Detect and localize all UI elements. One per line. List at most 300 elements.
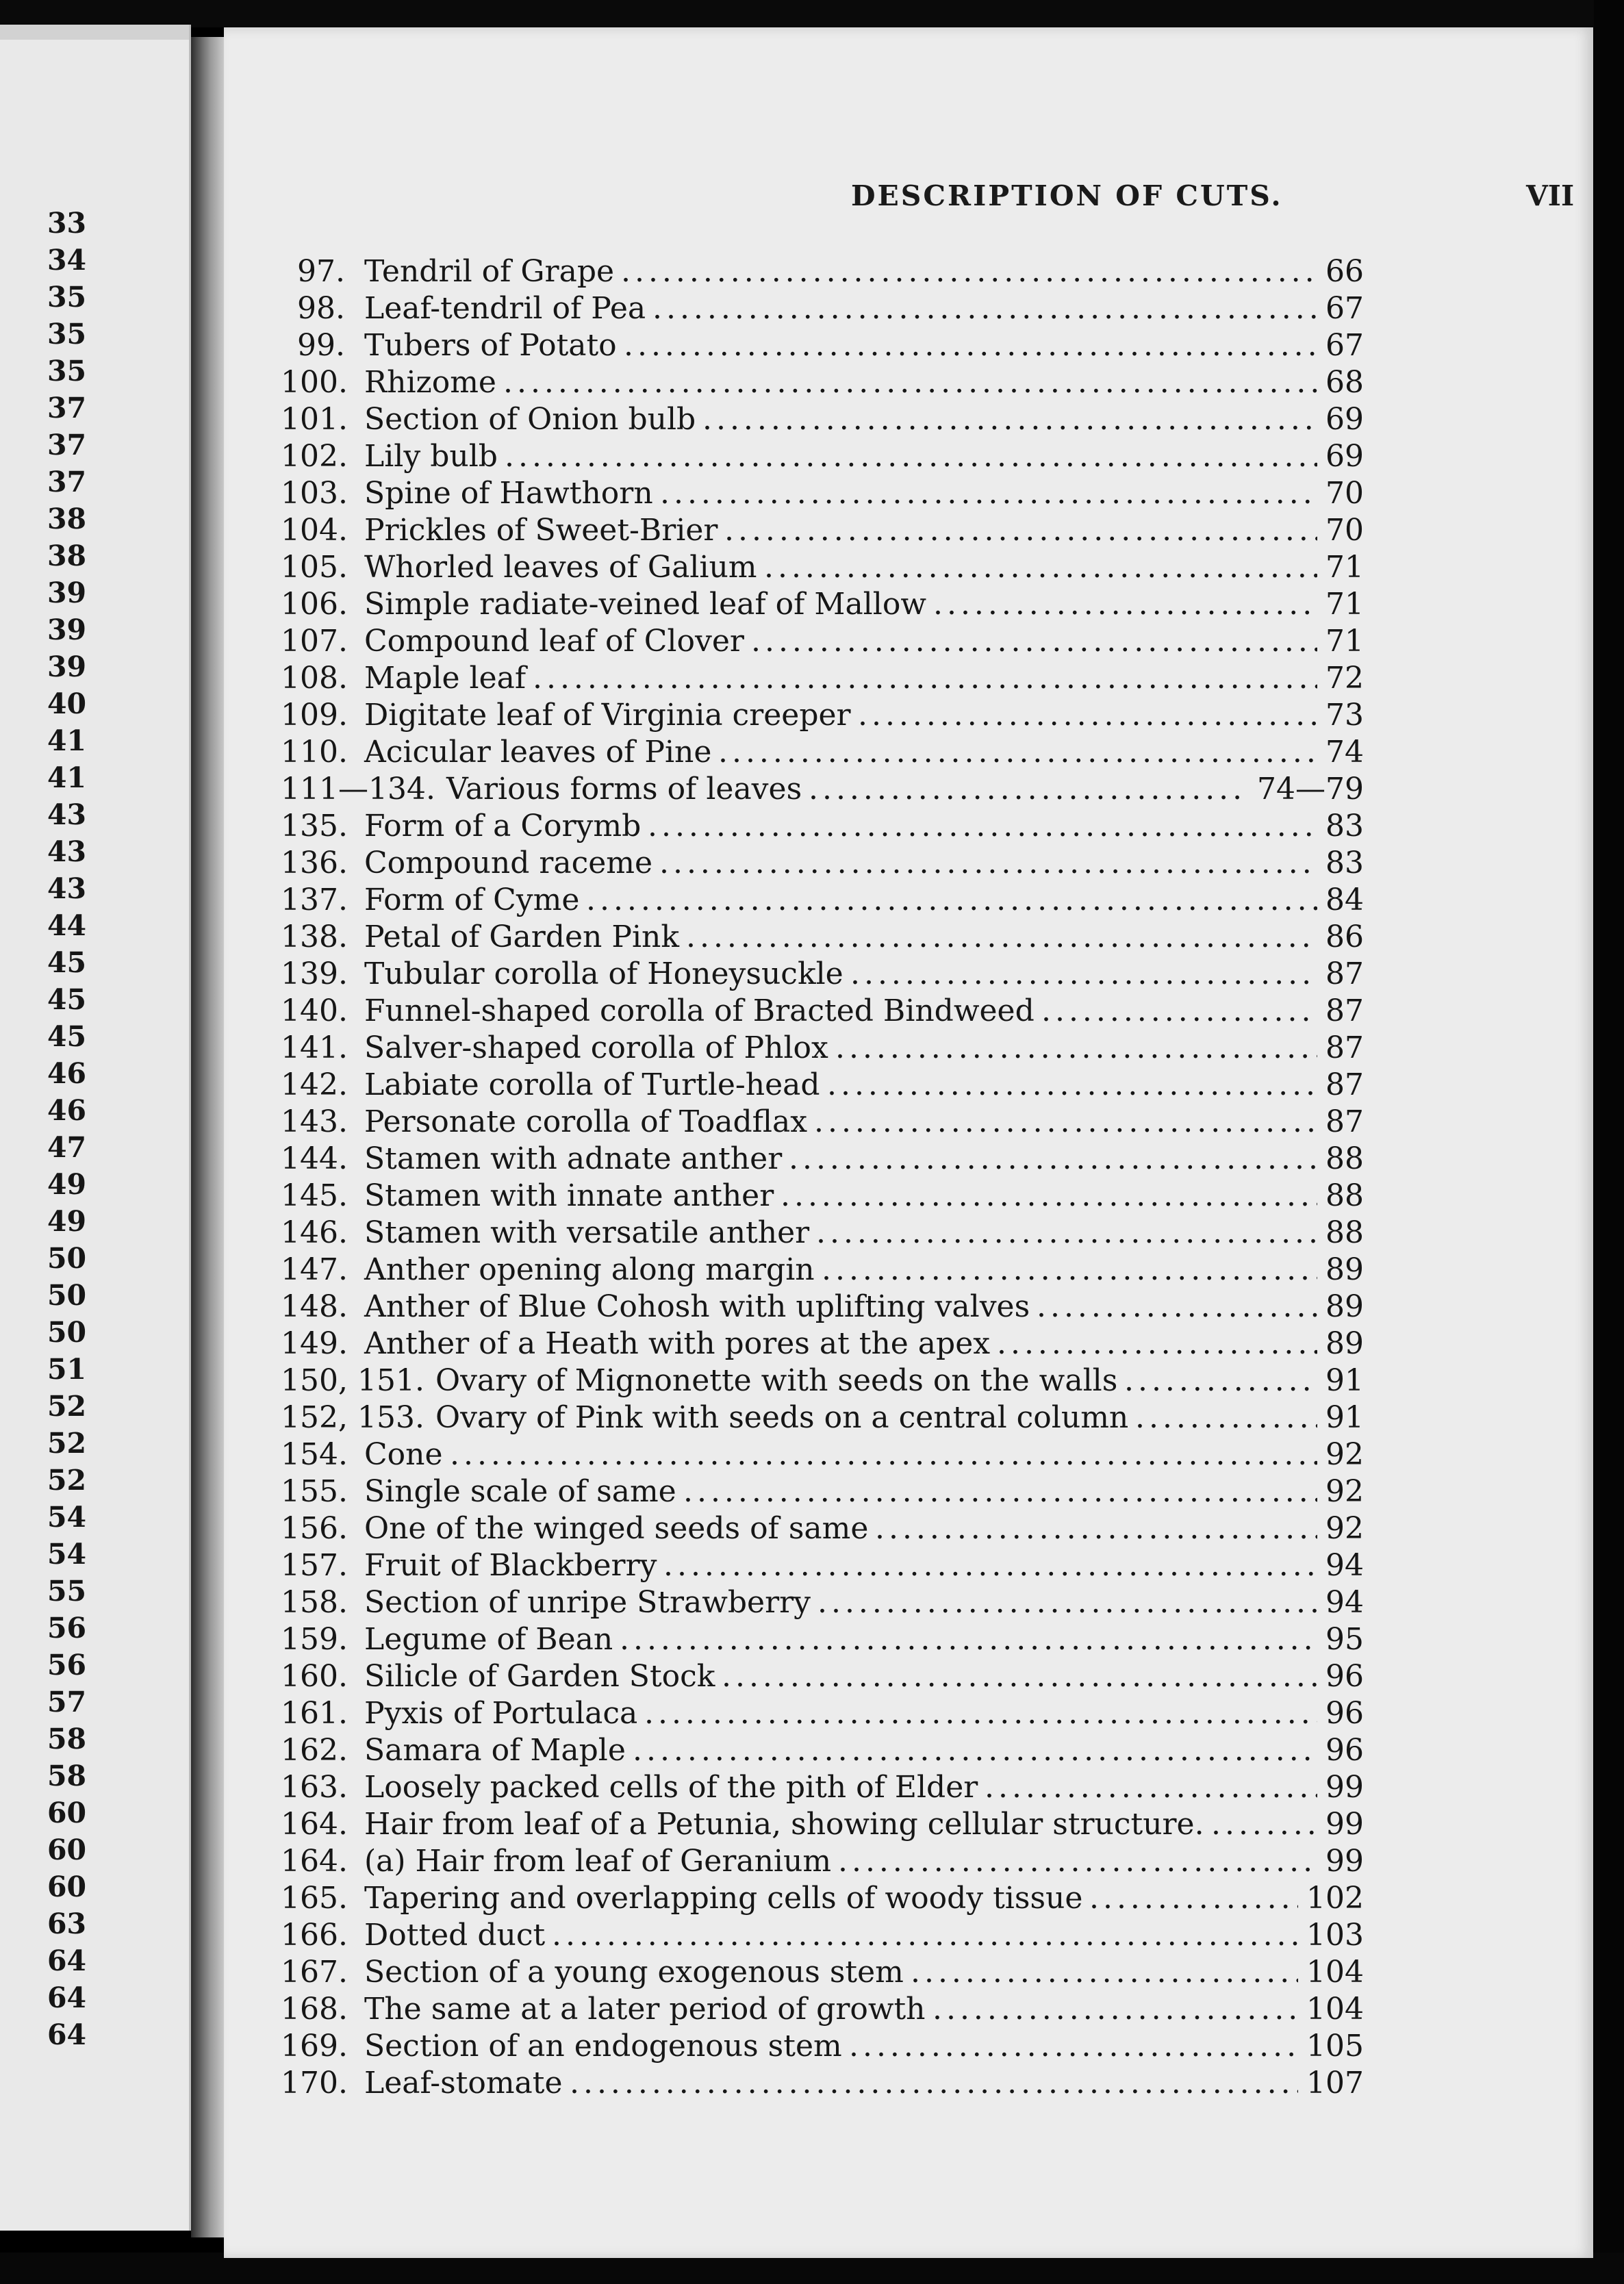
leader-dots [814, 1104, 1317, 1141]
cut-number: 99. [297, 328, 345, 363]
cut-number: 136. [281, 846, 348, 880]
cut-number: 144. [281, 1141, 348, 1176]
cut-number: 111—134. [281, 772, 435, 807]
cut-number: 135. [281, 809, 348, 843]
cut-description: Loosely packed cells of the pith of Elder [364, 1770, 978, 1805]
cut-description: (a) Hair from leaf of Geranium [364, 1844, 832, 1879]
cut-number: 107. [281, 624, 348, 659]
leader-dots [1041, 993, 1317, 1030]
cut-page-number: 104 [1306, 1992, 1364, 2027]
leader-dots [789, 1141, 1317, 1178]
leader-dots [817, 1584, 1317, 1621]
left-page-number: 43 [47, 835, 86, 868]
cut-page-number: 71 [1325, 587, 1364, 622]
cut-description: Ovary of Mignonette with seeds on the walls [435, 1363, 1118, 1398]
leader-dots [985, 1769, 1317, 1806]
book-gutter [191, 37, 224, 2237]
leader-dots [718, 734, 1317, 771]
cut-page-number: 86 [1325, 919, 1364, 954]
cut-number: 104. [281, 513, 348, 548]
cut-entry [224, 1067, 1593, 1104]
leader-dots [933, 586, 1317, 623]
cut-description: Various forms of leaves [446, 772, 802, 807]
left-page-number: 39 [47, 613, 86, 646]
cut-number: 154. [281, 1437, 348, 1472]
cut-page-number: 89 [1325, 1252, 1364, 1287]
cut-page-number: 94 [1325, 1585, 1364, 1620]
cut-page-number: 107 [1306, 2066, 1364, 2101]
cut-page-number: 74 [1325, 735, 1364, 770]
cut-page-number: 88 [1325, 1215, 1364, 1250]
leader-dots [850, 956, 1317, 993]
left-page-number: 58 [47, 1760, 86, 1792]
cut-number: 140. [281, 993, 348, 1028]
left-page-number: 35 [47, 318, 86, 351]
left-page-number: 60 [47, 1797, 86, 1829]
left-page-number: 43 [47, 798, 86, 831]
leader-dots [644, 1695, 1317, 1732]
cut-entry [224, 438, 1593, 475]
leader-dots [586, 882, 1317, 919]
cut-page-number: 87 [1325, 956, 1364, 991]
leader-dots [450, 1436, 1317, 1473]
left-page-number: 46 [47, 1094, 86, 1127]
cut-entry [224, 475, 1593, 512]
left-page-number: 60 [47, 1833, 86, 1866]
cut-number: 109. [281, 698, 348, 733]
leader-dots [702, 401, 1317, 438]
cut-page-number: 89 [1325, 1326, 1364, 1361]
left-page-number: 64 [47, 1981, 86, 2014]
cut-description: Pyxis of Portulaca [364, 1696, 638, 1731]
left-page-number: 60 [47, 1870, 86, 1903]
cut-number: 145. [281, 1178, 348, 1213]
cut-page-number: 73 [1325, 698, 1364, 733]
leader-dots [932, 1991, 1298, 2028]
cut-entry [224, 1732, 1593, 1769]
left-page-number: 52 [47, 1390, 86, 1423]
left-page-number: 56 [47, 1612, 86, 1645]
leader-dots [505, 438, 1317, 475]
cut-number: 166. [281, 1918, 348, 1953]
leader-dots [1135, 1399, 1317, 1436]
cut-entry [224, 882, 1593, 919]
left-page-number: 37 [47, 466, 86, 498]
leader-dots [911, 1954, 1298, 1991]
cut-entry [224, 586, 1593, 623]
cut-description: Ovary of Pink with seeds on a central column [435, 1400, 1129, 1435]
leader-dots [621, 253, 1317, 290]
cut-entry [224, 1141, 1593, 1178]
cut-number: 160. [281, 1659, 348, 1694]
cut-description: Samara of Maple [364, 1733, 626, 1768]
cut-entry [224, 808, 1593, 845]
left-facing-page [0, 25, 191, 2231]
cut-number: 108. [281, 661, 348, 696]
left-page-number: 33 [47, 207, 86, 240]
cut-entry [224, 327, 1593, 364]
left-page-number: 45 [47, 1020, 86, 1053]
left-page-number: 50 [47, 1279, 86, 1312]
leader-dots [724, 512, 1317, 549]
leader-dots [1089, 1880, 1298, 1917]
cut-number: 158. [281, 1585, 348, 1620]
cut-number: 168. [281, 1992, 348, 2027]
cut-entry [224, 1289, 1593, 1325]
cut-page-number: 72 [1325, 661, 1364, 696]
cut-description: Whorled leaves of Galium [364, 550, 757, 585]
cut-entry [224, 1991, 1593, 2028]
cut-entry [224, 1104, 1593, 1141]
cut-description: Personate corolla of Toadflax [364, 1104, 808, 1139]
cut-number: 167. [281, 1955, 348, 1990]
cut-page-number: 92 [1325, 1511, 1364, 1546]
left-page-number: 37 [47, 392, 86, 424]
cut-number: 100. [281, 365, 348, 400]
leader-dots [781, 1178, 1317, 1215]
left-page-top-edge [0, 25, 189, 40]
cut-entry [224, 734, 1593, 771]
cut-description: Tapering and overlapping cells of woody tissue [364, 1881, 1083, 1916]
cut-number: 156. [281, 1511, 348, 1546]
leader-dots [533, 660, 1317, 697]
cut-description: Rhizome [364, 365, 496, 400]
cut-description: Stamen with versatile anther [364, 1215, 810, 1250]
cut-page-number: 87 [1325, 1030, 1364, 1065]
cut-page-number: 67 [1325, 291, 1364, 326]
cut-number: 103. [281, 476, 348, 511]
cut-entry [224, 549, 1593, 586]
left-page-number: 50 [47, 1316, 86, 1349]
cut-entry [224, 993, 1593, 1030]
leader-dots [835, 1030, 1317, 1067]
cut-description: The same at a later period of growth [364, 1992, 926, 2027]
cut-entry [224, 623, 1593, 660]
cut-number: 147. [281, 1252, 348, 1287]
cut-page-number: 89 [1325, 1289, 1364, 1324]
cut-entry [224, 1547, 1593, 1584]
leader-dots [997, 1325, 1317, 1362]
cut-entry [224, 1178, 1593, 1215]
cut-page-number: 83 [1325, 809, 1364, 843]
cut-number: 97. [297, 254, 345, 289]
cut-description: Tubers of Potato [364, 328, 617, 363]
cut-entry [224, 290, 1593, 327]
cut-number: 165. [281, 1881, 348, 1916]
cut-number: 105. [281, 550, 348, 585]
cut-number: 169. [281, 2029, 348, 2064]
cut-description: Maple leaf [364, 661, 526, 696]
cut-page-number: 71 [1325, 550, 1364, 585]
cut-page-number: 102 [1306, 1881, 1364, 1916]
cut-page-number: 88 [1325, 1178, 1364, 1213]
cut-number: 98. [297, 291, 345, 326]
cut-description: Digitate leaf of Virginia creeper [364, 698, 851, 733]
cut-page-number: 69 [1325, 439, 1364, 474]
left-page-number: 49 [47, 1168, 86, 1201]
cut-page-number: 88 [1325, 1141, 1364, 1176]
left-page-number: 41 [47, 724, 86, 757]
cut-description: Fruit of Blackberry [364, 1548, 657, 1583]
left-page-number: 56 [47, 1649, 86, 1682]
cut-number: 146. [281, 1215, 348, 1250]
cut-description: Leaf-tendril of Pea [364, 291, 646, 326]
leader-dots [764, 549, 1317, 586]
cut-page-number: 99 [1325, 1770, 1364, 1805]
cut-description: Section of unripe Strawberry [364, 1585, 811, 1620]
cut-number: 164. [281, 1844, 348, 1879]
cut-page-number: 94 [1325, 1548, 1364, 1583]
cut-description: Anther of Blue Cohosh with uplifting valves [364, 1289, 1030, 1324]
leader-dots [809, 771, 1249, 808]
cut-number: 161. [281, 1696, 348, 1731]
left-page-number: 46 [47, 1057, 86, 1090]
left-page-number: 38 [47, 540, 86, 572]
left-page-number: 58 [47, 1723, 86, 1755]
cut-entry [224, 1252, 1593, 1289]
cut-entry [224, 956, 1593, 993]
cut-page-number: 91 [1325, 1400, 1364, 1435]
cut-number: 159. [281, 1622, 348, 1657]
leader-dots [652, 290, 1317, 327]
cut-entry [224, 771, 1593, 808]
left-page-number: 35 [47, 355, 86, 388]
cut-entry [224, 845, 1593, 882]
left-page-number: 50 [47, 1242, 86, 1275]
cut-number: 170. [281, 2066, 348, 2101]
cut-page-number: 87 [1325, 1104, 1364, 1139]
cut-entry [224, 1510, 1593, 1547]
leader-dots [875, 1510, 1317, 1547]
leader-dots [751, 623, 1317, 660]
cut-page-number: 99 [1325, 1807, 1364, 1842]
cut-description: Anther of a Heath with pores at the apex [364, 1326, 991, 1361]
left-page-number: 54 [47, 1538, 86, 1571]
leader-dots [827, 1067, 1317, 1104]
leader-dots [816, 1215, 1317, 1252]
left-page-number: 35 [47, 281, 86, 314]
cut-entry [224, 660, 1593, 697]
cut-number: 110. [281, 735, 348, 770]
cut-page-number: 69 [1325, 402, 1364, 437]
cut-page-number: 71 [1325, 624, 1364, 659]
cut-description: Lily bulb [364, 439, 498, 474]
leader-dots [659, 845, 1317, 882]
cut-entry [224, 1658, 1593, 1695]
scan-right-border [1594, 0, 1624, 2284]
cut-entry [224, 1325, 1593, 1362]
leader-dots [838, 1843, 1317, 1880]
cut-entry [224, 919, 1593, 956]
leader-dots [722, 1658, 1317, 1695]
cut-entry [224, 2028, 1593, 2065]
cut-page-number: 91 [1325, 1363, 1364, 1398]
cut-entry [224, 697, 1593, 734]
left-page-number: 52 [47, 1427, 86, 1460]
cut-entry [224, 1030, 1593, 1067]
leader-dots [822, 1252, 1317, 1289]
left-page-number: 34 [47, 244, 86, 277]
cut-number: 137. [281, 883, 348, 917]
scan-top-border [0, 0, 1624, 27]
cut-description: Stamen with adnate anther [364, 1141, 783, 1176]
leader-dots [1211, 1806, 1317, 1843]
cut-description: Form of a Corymb [364, 809, 642, 843]
left-page-number: 63 [47, 1907, 86, 1940]
cut-number: 150, 151. [281, 1363, 424, 1398]
cut-entry [224, 1621, 1593, 1658]
cut-entry [224, 1843, 1593, 1880]
cut-page-number: 66 [1325, 254, 1364, 289]
cut-entry [224, 1362, 1593, 1399]
cut-entry [224, 2065, 1593, 2102]
cut-description: Compound raceme [364, 846, 653, 880]
cut-page-number: 68 [1325, 365, 1364, 400]
cut-number: 101. [281, 402, 348, 437]
left-page-number: 47 [47, 1131, 86, 1164]
cut-page-number: 83 [1325, 846, 1364, 880]
cut-description: Prickles of Sweet-Brier [364, 513, 718, 548]
cut-number: 143. [281, 1104, 348, 1139]
cut-number: 155. [281, 1474, 348, 1509]
cut-page-number: 70 [1325, 476, 1364, 511]
cut-entry [224, 1880, 1593, 1917]
cut-description: Simple radiate-veined leaf of Mallow [364, 587, 926, 622]
cut-description: Tendril of Grape [364, 254, 615, 289]
left-page-number: 39 [47, 650, 86, 683]
right-page [224, 27, 1593, 2258]
cut-entry [224, 1584, 1593, 1621]
running-head-title: DESCRIPTION OF CUTS. [851, 179, 1283, 212]
left-page-number: 51 [47, 1353, 86, 1386]
left-page-number: 41 [47, 761, 86, 794]
cut-description: Hair from leaf of a Petunia, showing cellular structure. [364, 1807, 1204, 1842]
leader-dots [570, 2065, 1298, 2102]
cut-description: Dotted duct [364, 1918, 546, 1953]
cut-page-number: 96 [1325, 1696, 1364, 1731]
cut-entry [224, 364, 1593, 401]
leader-dots [552, 1917, 1298, 1954]
left-page-number: 38 [47, 503, 86, 535]
leader-dots [849, 2028, 1298, 2065]
cut-entry [224, 1436, 1593, 1473]
leader-dots [1124, 1362, 1317, 1399]
leader-dots [648, 808, 1317, 845]
cut-description: Salver-shaped corolla of Phlox [364, 1030, 828, 1065]
cut-page-number: 87 [1325, 993, 1364, 1028]
left-page-number: 52 [47, 1464, 86, 1497]
cut-page-number: 70 [1325, 513, 1364, 548]
cut-description: Funnel-shaped corolla of Bracted Bindweed [364, 993, 1035, 1028]
leader-dots [633, 1732, 1317, 1769]
cut-description: Anther opening along margin [364, 1252, 815, 1287]
cut-description: Acicular leaves of Pine [364, 735, 712, 770]
leader-dots [683, 1473, 1317, 1510]
cut-description: Single scale of same [364, 1474, 676, 1509]
cut-page-number: 74—79 [1257, 772, 1364, 807]
cut-description: Form of Cyme [364, 883, 580, 917]
cut-description: Legume of Bean [364, 1622, 613, 1657]
cut-page-number: 103 [1306, 1918, 1364, 1953]
cut-entry [224, 1695, 1593, 1732]
cut-description: Section of a young exogenous stem [364, 1955, 904, 1990]
left-page-number: 54 [47, 1501, 86, 1534]
cut-number: 157. [281, 1548, 348, 1583]
cut-description: One of the winged seeds of same [364, 1511, 869, 1546]
cut-number: 148. [281, 1289, 348, 1324]
page-folio: VII [1526, 179, 1575, 212]
cut-page-number: 99 [1325, 1844, 1364, 1879]
cut-entry [224, 253, 1593, 290]
cut-description: Silicle of Garden Stock [364, 1659, 715, 1694]
left-page-number: 37 [47, 429, 86, 461]
leader-dots [1037, 1289, 1317, 1325]
cut-entry [224, 1917, 1593, 1954]
cut-number: 164. [281, 1807, 348, 1842]
cut-page-number: 95 [1325, 1622, 1364, 1657]
cut-entry [224, 1806, 1593, 1843]
cut-description: Labiate corolla of Turtle-head [364, 1067, 820, 1102]
cut-description: Stamen with innate anther [364, 1178, 774, 1213]
leader-dots [624, 327, 1317, 364]
cut-description: Section of an endogenous stem [364, 2029, 842, 2064]
leader-dots [858, 697, 1317, 734]
cut-page-number: 92 [1325, 1437, 1364, 1472]
cut-number: 141. [281, 1030, 348, 1065]
left-page-number: 64 [47, 1944, 86, 1977]
cut-description: Spine of Hawthorn [364, 476, 653, 511]
leader-dots [686, 919, 1317, 956]
left-page-number: 45 [47, 946, 86, 979]
left-page-number: 49 [47, 1205, 86, 1238]
cut-number: 149. [281, 1326, 348, 1361]
cut-description: Petal of Garden Pink [364, 919, 680, 954]
left-page-number: 40 [47, 687, 86, 720]
cut-number: 142. [281, 1067, 348, 1102]
cut-number: 162. [281, 1733, 348, 1768]
cut-description: Tubular corolla of Honeysuckle [364, 956, 843, 991]
cut-page-number: 92 [1325, 1474, 1364, 1509]
cut-page-number: 104 [1306, 1955, 1364, 1990]
cut-number: 102. [281, 439, 348, 474]
cut-entry [224, 401, 1593, 438]
cut-number: 138. [281, 919, 348, 954]
cut-entry [224, 1399, 1593, 1436]
left-page-number: 43 [47, 872, 86, 905]
leader-dots [663, 1547, 1317, 1584]
cut-number: 152, 153. [281, 1400, 424, 1435]
leader-dots [620, 1621, 1317, 1658]
cut-entry [224, 1215, 1593, 1252]
cut-page-number: 96 [1325, 1733, 1364, 1768]
left-page-number: 44 [47, 909, 86, 942]
cut-number: 139. [281, 956, 348, 991]
cut-page-number: 96 [1325, 1659, 1364, 1694]
cut-entry [224, 1473, 1593, 1510]
cut-page-number: 84 [1325, 883, 1364, 917]
left-page-number: 64 [47, 2018, 86, 2051]
cut-description: Section of Onion bulb [364, 402, 696, 437]
left-page-number: 55 [47, 1575, 86, 1608]
cut-description: Leaf-stomate [364, 2066, 563, 2101]
cut-entry [224, 512, 1593, 549]
cut-entry [224, 1769, 1593, 1806]
leader-dots [660, 475, 1317, 512]
cut-description: Compound leaf of Clover [364, 624, 744, 659]
left-page-number: 39 [47, 576, 86, 609]
cut-number: 163. [281, 1770, 348, 1805]
cut-entry [224, 1954, 1593, 1991]
